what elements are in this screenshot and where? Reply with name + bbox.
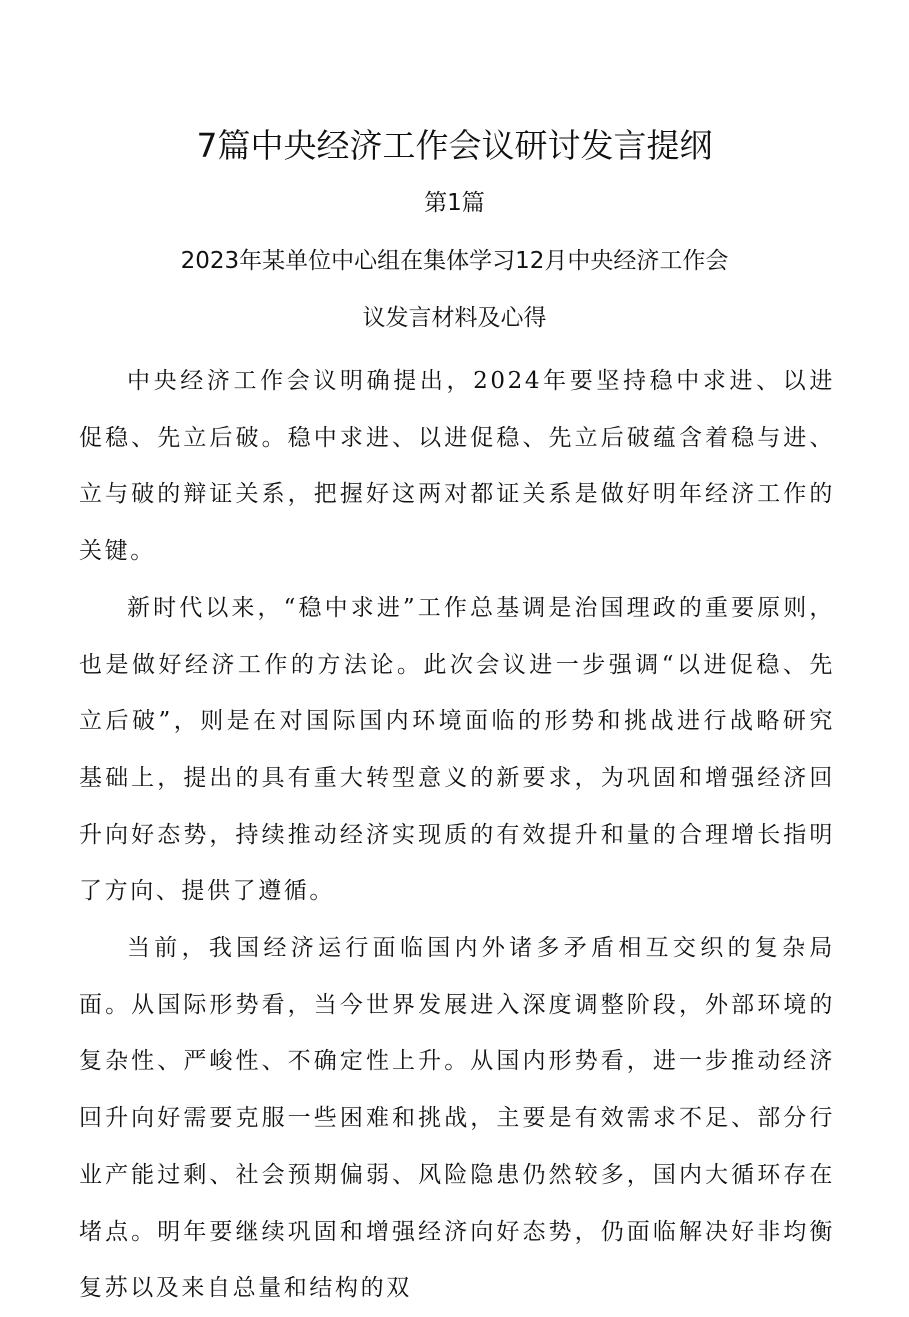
- paragraph-1: 中央经济工作会议明确提出，2024年要坚持稳中求进、以进促稳、先立后破。稳中求进、以进促稳、先立后破蕴含着稳与进、立与破的辩证关系，把握好这两对都证关系是做好明年经济工作的关键。: [79, 368, 835, 565]
- document-body: [79, 353, 835, 1317]
- document-title: 7篇中央经济工作会议研讨发言提纲: [196, 126, 713, 165]
- paragraph-3: 当前，我国经济运行面临国内外诸多矛盾相互交织的复杂局面。从国际形势看，当今世界发展进入深度调整阶段，外部环境的复杂性、严峻性、不确定性上升。从国内形势看，进一步推动经济回升向好需要克服一些困难和挑战，主要是有效需求不足、部分行业产能过剩、社会预期偏弱、风险隐患仍然较多，国内大循环存在堵点。明年要继续巩固和增强经济向好态势，仍面临解决好非均衡复苏以及来自总量和结构的双: [79, 935, 835, 1302]
- section-label: 第1篇: [424, 190, 485, 216]
- heading-line-2: 议发言材料及心得: [362, 305, 547, 331]
- heading-line-1: 2023年某单位中心组在集体学习12月中央经济工作会: [180, 248, 729, 274]
- paragraph-2: 新时代以来，“稳中求进”工作总基调是治国理政的重要原则，也是做好经济工作的方法论。此次会议进一步强调“以进促稳、先立后破”，则是在对国际国内环境面临的形势和挑战进行战略研究基础上，提出的具有重大转型意义的新要求，为巩固和增强经济回升向好态势，持续推动经济实现质的有效提升和量的合理增长指明了方向、提供了遵循。: [79, 594, 835, 905]
